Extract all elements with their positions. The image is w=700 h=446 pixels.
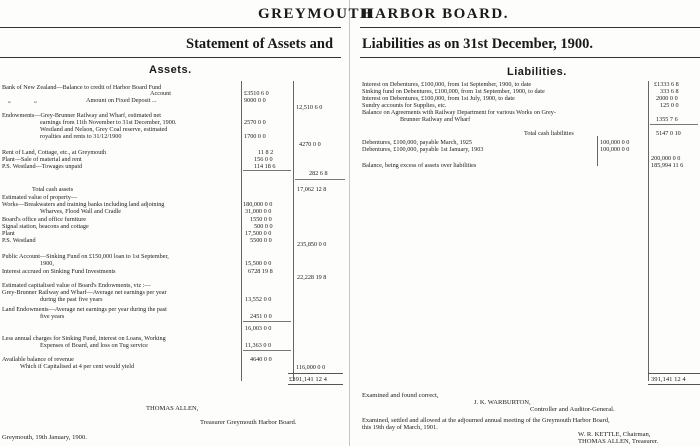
- liab-grand-total: 391,141 12 4: [651, 376, 686, 383]
- ps-label: P.S. Westland—Towages unpaid: [2, 163, 83, 170]
- less-line-2: Expenses of Board, and loss on Tug service: [40, 342, 148, 349]
- rent-label: Rent of Land, Cottage, etc., at Greymouth: [2, 149, 107, 156]
- end-line-3: Westland and Nelson, Grey Coal reserve, estimated: [40, 126, 168, 133]
- liab-line-6: Brunner Railway and Wharf: [400, 116, 471, 123]
- liab-col-rule-1: [597, 136, 598, 166]
- end-line-4: royalties and rents to 31/12/1900: [40, 133, 122, 140]
- ev-line-7: P.S. Westland: [2, 237, 36, 244]
- ev-value-3: 1550 0 0: [250, 216, 272, 223]
- deb-total: 200,000 0 0: [651, 155, 681, 162]
- cap-value-1: 13,552 0 0: [245, 296, 272, 303]
- pa-line-1: Public Account—Sinking Fund on £150,000 loan to 1st September,: [2, 253, 169, 260]
- date-left: Greymouth, 19th January, 1900.: [2, 434, 87, 441]
- plant-value: 156 0 0: [254, 156, 273, 163]
- total-rule-bot-right: [648, 384, 700, 385]
- cap-value-2: 2451 0 0: [250, 313, 272, 320]
- ev-total: 235,850 0 0: [297, 241, 327, 248]
- pa-value: 15,500 0 0: [245, 260, 272, 267]
- cash-total: 17,062 12 8: [297, 186, 327, 193]
- plant-label: Plant—Sale of material and rent: [2, 156, 82, 163]
- liab-value-4: 125 0 0: [660, 102, 679, 109]
- cap-line-4: Land Endowments—Average net earnings per year during the past: [2, 306, 167, 313]
- total-rule-bot-left: [288, 384, 343, 385]
- balance-value: 185,994 11 6: [651, 162, 684, 169]
- subtitle-right: Liabilities as on 31st December, 1900.: [362, 36, 594, 52]
- treasurer-sig: THOMAS ALLEN, Treasurer.: [578, 438, 659, 445]
- avail-total: 116,000 0 0: [296, 364, 326, 371]
- pa-line-2: 1900,: [40, 260, 54, 267]
- bnz-line-1: Bank of New Zealand—Balance to credit of Harbor Board Fund: [2, 84, 162, 91]
- bnz-value-1: £3510 6 0: [244, 90, 269, 97]
- less-value: 11,363 0 0: [245, 342, 272, 349]
- settled-line-1: Examined, settled and allowed at the adjourned annual meeting of the Greymouth Harbor Board,: [362, 417, 610, 424]
- end-value-2: 1700 0 0: [244, 133, 266, 140]
- liabilities-heading: Liabilities.: [507, 66, 567, 78]
- chairman-sig: W. R. KETTLE, Chairman,: [578, 431, 651, 438]
- subtitle-left: Statement of Assets and: [186, 36, 334, 52]
- cap-line-2: Grey-Brunner Railway and Wharf—Average net earnings per year: [2, 289, 167, 296]
- less-line-1: Less annual charges for Sinking Fund, interest on Loans, Working: [2, 335, 166, 342]
- page-gutter: [349, 0, 350, 446]
- subtitle-rule-left: [0, 57, 341, 58]
- liab-line-2: Sinking fund on Debentures, £100,000, from 1st September, 1900, to date: [362, 88, 545, 95]
- cap-line-3: during the past five years: [40, 296, 103, 303]
- deb-line-2: Debentures, £100,000, payable 1st January, 1903: [362, 146, 484, 153]
- subtitle-rule-right: [360, 57, 700, 58]
- total-liab-label: Total cash liabilities: [524, 130, 574, 137]
- interest-label: Interest accrued on Sinking Fund Investments: [2, 268, 116, 275]
- ev-line-3: Wharves, Flood Wall and Cradle: [40, 208, 122, 215]
- interest-value: 6728 19 8: [248, 268, 273, 275]
- title-right: HARBOR BOARD.: [362, 6, 510, 22]
- sub-rule-3: [243, 321, 291, 322]
- liab-line-5: Balance on Agreements with Railway Department for various Works on Grey-: [362, 109, 556, 116]
- avail-value: 4640 0 0: [250, 356, 272, 363]
- total-rule-top-right: [648, 373, 700, 374]
- ev-value-5: 17,500 0 0: [245, 230, 272, 237]
- pa-total: 22,228 19 8: [297, 274, 327, 281]
- total-rule-top-left: [288, 373, 343, 374]
- cash-label: Total cash assets: [32, 186, 74, 193]
- liab-value-3: 2000 0 0: [656, 95, 678, 102]
- liab-value-6: 1355 7 6: [656, 116, 678, 123]
- settled-line-2: this 19th day of March, 1901.: [362, 424, 438, 431]
- liab-value-2: 333 6 8: [660, 88, 679, 95]
- ev-line-6: Plant: [2, 230, 15, 237]
- end-line-2: earnings from 11th November to 31st December, 1900.: [40, 119, 177, 126]
- avail-line-1: Available balance of revenue: [2, 356, 74, 363]
- liab-value-1: £1333 6 8: [654, 81, 679, 88]
- balance-label: Balance, being excess of assets over liabilities: [362, 162, 477, 169]
- title-left: GREYMOUTH: [258, 6, 374, 22]
- bnz-line-2: Account: [150, 90, 171, 97]
- ev-value-6: 5500 0 0: [250, 237, 272, 244]
- misc-total: 282 6 8: [309, 170, 328, 177]
- rent-value: 11 8 2: [258, 149, 274, 156]
- ev-value-2: 31,000 0 0: [245, 208, 272, 215]
- liab-line-1: Interest on Debentures, £100,000, from 1st September, 1900, to date: [362, 81, 532, 88]
- ev-value-4: 500 0 0: [254, 223, 273, 230]
- cap-line-5: five years: [40, 313, 65, 320]
- signer-name-left: THOMAS ALLEN,: [146, 405, 199, 412]
- signer-role-left: Treasurer Greymouth Harbor Board.: [200, 419, 297, 426]
- bnz-line-5: Amount on Fixed Deposit ...: [86, 97, 157, 104]
- sub-rule-4: [243, 350, 291, 351]
- end-value-1: 2570 0 0: [244, 119, 266, 126]
- examined-text: Examined and found correct,: [362, 392, 439, 399]
- bnz-ditto-1: „: [8, 97, 11, 104]
- ev-line-5: Signal station, beacons and cottage: [2, 223, 89, 230]
- liab-sub-rule-1: [650, 124, 698, 125]
- deb-line-1: Debentures, £100,000, payable March, 1925: [362, 139, 472, 146]
- deb-value-1: 100,000 0 0: [600, 139, 630, 146]
- ev-line-4: Board's office and office furniture: [2, 216, 87, 223]
- header-rule-left: [0, 27, 341, 28]
- sub-rule-1: [243, 170, 291, 171]
- assets-col-rule-1: [241, 81, 242, 381]
- ev-line-1: Estimated value of property—: [2, 194, 78, 201]
- total-liab-value: 5147 0 10: [656, 130, 681, 137]
- ev-line-2: Works—Breakwaters and training banks including land adjoining: [2, 201, 165, 208]
- bnz-value-2: 9000 0 0: [244, 97, 266, 104]
- header-rule-right: [360, 27, 700, 28]
- auditor-role: Controller and Auditor-General.: [530, 406, 615, 413]
- bnz-total: 12,510 6 0: [296, 104, 323, 111]
- end-line-1: Endowments—Grey-Brunner Railway and Wharf, estimated net: [2, 112, 161, 119]
- cap-line-1: Estimated capitalised value of Board's Endowments, viz :—: [2, 282, 151, 289]
- sub-rule-2: [295, 179, 345, 180]
- liab-line-3: Interest on Debentures, £100,000, from 1st July, 1900, to date: [362, 95, 515, 102]
- liab-line-4: Sundry accounts for Supplies, etc.: [362, 102, 447, 109]
- end-total: 4270 0 0: [299, 141, 321, 148]
- ev-value-1: 180,000 0 0: [243, 201, 273, 208]
- ps-value: 114 18 6: [254, 163, 276, 170]
- cap-sum: 16,003 0 0: [245, 325, 272, 332]
- assets-col-rule-2: [293, 81, 294, 381]
- avail-line-2: Which if Capitalised at 4 per cent would yield: [20, 363, 135, 370]
- auditor-name: J. K. WARBURTON,: [474, 399, 531, 406]
- bnz-ditto-2: „: [34, 97, 37, 104]
- assets-heading: Assets.: [149, 64, 192, 76]
- liab-col-rule-2: [648, 81, 649, 381]
- deb-value-2: 100,000 0 0: [600, 146, 630, 153]
- assets-grand-total: £391,141 12 4: [289, 376, 327, 383]
